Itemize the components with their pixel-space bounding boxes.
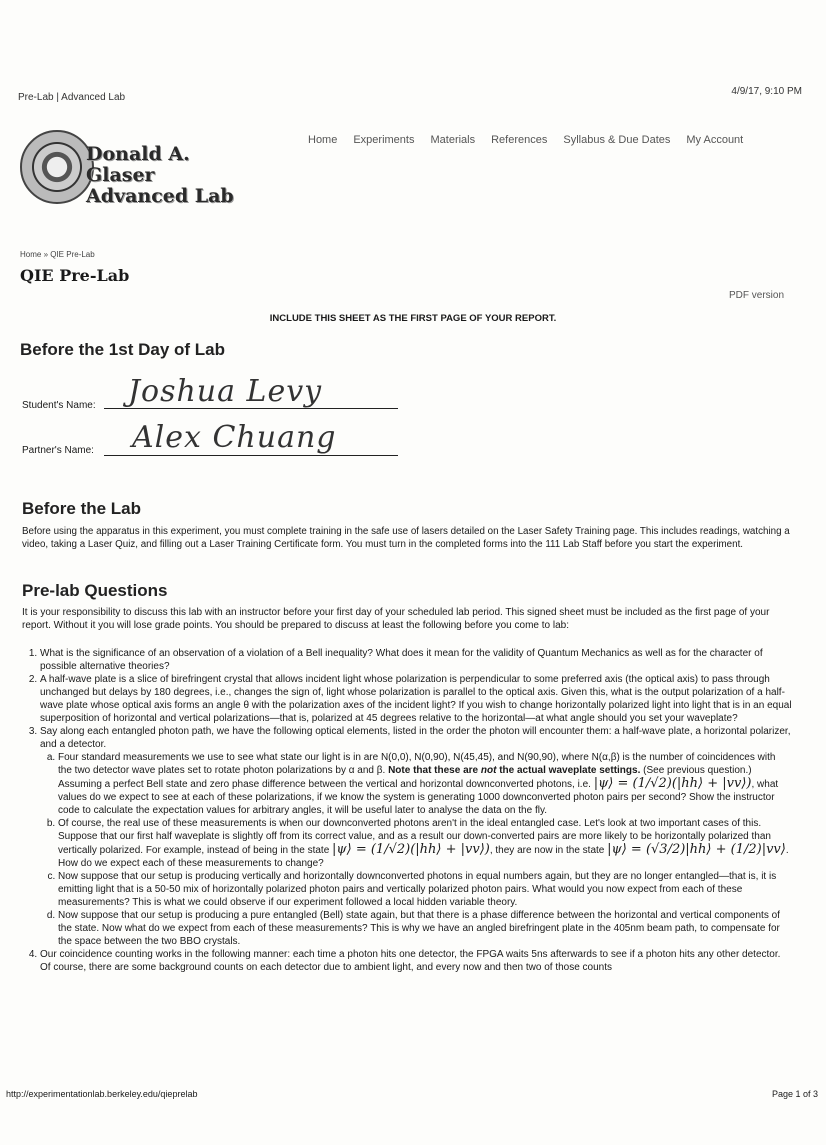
question-1: 1. What is the significance of an observation of a violation of a Bell inequality? What does it mean for the validity of Quantum Mechanics as well as for the character of possible alternative theories?	[40, 647, 792, 673]
prelab-intro: It is your responsibility to discuss this lab with an instructor before your first day of your scheduled lab period. This signed sheet must be included as the first page of your report. Without it you will lose grade points. You should be prepared to discuss at least the following before you come to lab:	[22, 607, 770, 631]
question-3b: b. Of course, the real use of these measurements is when our downconverted photons aren't in the ideal entangled case. Let's look at two important cases of this. Suppose that our first half waveplate is slightly off from its correct value, and as a result our down-converted pairs are more likely to be horizontally polarized than vertically polarized. For example, instead of being in the state |ψ⟩ = (1/√2)(|hh⟩ + |vv⟩), they are now in the state |ψ⟩ = (√3/2)|hh⟩ + (1/2)|vv⟩. How do we expect each of these measurements to change?	[58, 817, 792, 870]
ideal-state-formula: |ψ⟩ = (1/√2)(|hh⟩ + |vv⟩)	[332, 842, 490, 857]
partner-signature: Alex Chuang	[132, 420, 337, 455]
footer-url: http://experimentationlab.berkeley.edu/qieprelab	[6, 1089, 198, 1099]
logo-line-1: Donald A. Glaser	[86, 143, 190, 186]
nav-my-account[interactable]: My Account	[686, 134, 744, 146]
biased-state-formula: |ψ⟩ = (√3/2)|hh⟩ + (1/2)|vv⟩	[607, 842, 786, 857]
question-list	[22, 647, 792, 974]
main-nav	[308, 134, 759, 146]
site-logo[interactable]	[20, 130, 252, 206]
question-2: 2. A half-wave plate is a slice of birefringent crystal that allows incident light whose polarization is perpendicular to some preferred axis (the optical axis) to pass through unchanged but delays by 180 degrees, i.e., changes the sign of, light whose polarization is parallel to the optical axis. Given this, what is the output polarization of a half-wave plate whose optical axis forms an angle θ with the polarization axes of the incident light? If you wish to change horizontally polarized light into light that is in an equal superposition of horizontal and vertical polarizations—that is, polarized at 45 degrees relative to the horizontal—at what angle should you set your waveplate?	[40, 673, 792, 725]
question-3c: c. Now suppose that our setup is producing vertically and horizontally downconverted photons in equal numbers again, but they are no longer entangled—that is, it is emitting light that is a 50-50 mix of horizontally polarized photon pairs and vertically polarized photon pairs. What would you now expect from each of these measurements? This is what we could observe if our experiment followed a local hidden variable theory.	[58, 870, 792, 909]
before-lab-text: Before using the apparatus in this experiment, you must complete training in the safe use of lasers detailed on the Laser Safety Training page. This includes readings, watching a video, taking a Laser Quiz, and filling out a Laser Training Certificate form. You must turn in the completed forms into the 111 Lab Staff before you start the experiment.	[22, 526, 790, 550]
page-header-datetime: 4/9/17, 9:10 PM	[731, 86, 802, 97]
question-3: 3. Say along each entangled photon path, we have the following optical elements, listed in the order the photon will encounter them: a half-wave plate, a horizontal polarizer, and a detector. a. Four standard measurements we use to see what state our light is in are N(0,0), N(0,90), N(45,45), and N(90,90), where N(α,β) is the number of coincidences with the two detector wave plates set to rotate photon polarizations by α and β. Note that these are not the actual waveplate settings. (See previous question.) Assuming a perfect Bell state and zero phase difference between the vertical and horizontal downconverted photons, i.e. |ψ⟩ = (1/√2)(|hh⟩ + |vv⟩), what values do we expect to see at each of these polarizations, if we know the system is generating 1000 downconverted photon pairs per second? Show the instructor code to calculate the expectation values for arbitrary angles, it will be useful later to analyse the data on the fly. b. Of course, the real use of these measurements is when our downconverted photons aren't in the ideal entangled case. Let's look at two important cases of this. Suppose that our first half waveplate is slightly off from its correct value, and as a result our down-converted pairs are more likely to be horizontally polarized than vertically polarized. For example, instead of being in the state |ψ⟩ = (1/√2)(|hh⟩ + |vv⟩), they are now in the state |ψ⟩ = (√3/2)|hh⟩ + (1/2)|vv⟩. How do we expect each of these measurements to change? c. Now suppose that our setup is producing vertically and horizontally downconverted photons in equal numbers again, but they are no longer entangled—that is, it is emitting light that is a 50-50 mix of horizontally polarized photon pairs and vertically polarized photon pairs. What would you now expect from each of these measurements? This is what we could observe if our experiment followed a local hidden variable theory. d. Now suppose that our setup is producing a pure entangled (Bell) state again, but that there is a phase difference between the horizontal and vertical components of the state. Now what do we expect from each of these measurements? This is why we have an angled birefringent plate in the 405nm beam path, to compensate for the space between the two BBO crystals.	[40, 725, 792, 948]
student-signature: Joshua Levy	[128, 374, 323, 409]
section-heading-before-lab: Before the Lab	[22, 499, 142, 518]
breadcrumb[interactable]: Home » QIE Pre-Lab	[20, 250, 95, 259]
question-3a: a. Four standard measurements we use to see what state our light is in are N(0,0), N(0,90), N(45,45), and N(90,90), where N(α,β) is the number of coincidences with the two detector wave plates set to rotate photon polarizations by α and β. Note that these are not the actual waveplate settings. (See previous question.) Assuming a perfect Bell state and zero phase difference between the vertical and horizontal downconverted photons, i.e. |ψ⟩ = (1/√2)(|hh⟩ + |vv⟩), what values do we expect to see at each of these polarizations, if we know the system is generating 1000 downconverted photon pairs per second? Show the instructor code to calculate the expectation values for arbitrary angles, it will be useful later to analyse the data on the fly.	[58, 751, 792, 817]
include-notice: INCLUDE THIS SHEET AS THE FIRST PAGE OF YOUR REPORT.	[269, 313, 557, 324]
section-heading-first-day: Before the 1st Day of Lab	[20, 340, 225, 359]
logo-line-2: Advanced Lab	[86, 185, 234, 207]
nav-materials[interactable]: Materials	[430, 134, 476, 146]
page-header-title: Pre-Lab | Advanced Lab	[18, 92, 126, 103]
nav-home[interactable]: Home	[308, 134, 338, 146]
footer-page-number: Page 1 of 3	[771, 1089, 818, 1099]
question-3d: d. Now suppose that our setup is producing a pure entangled (Bell) state again, but that there is a phase difference between the horizontal and vertical components of the state. Now what do we expect from each of these measurements? This is why we have an angled birefringent plate in the 405nm beam path, to compensate for the space between the two BBO crystals.	[58, 909, 792, 948]
university-seal-icon	[20, 130, 94, 204]
nav-references[interactable]: References	[491, 134, 548, 146]
nav-experiments[interactable]: Experiments	[353, 134, 415, 146]
pdf-version-link[interactable]: PDF version	[728, 290, 784, 301]
section-heading-prelab-questions: Pre-lab Questions	[22, 581, 168, 600]
nav-syllabus[interactable]: Syllabus & Due Dates	[563, 134, 671, 146]
bell-state-formula: |ψ⟩ = (1/√2)(|hh⟩ + |vv⟩)	[593, 776, 752, 791]
question-4: 4. Our coincidence counting works in the following manner: each time a photon hits one detector, the FPGA waits 5ns afterwards to see if a photon hits any other detector. Of course, there are some background counts on each detector due to ambient light, and every now and then two of those counts	[40, 948, 792, 974]
partner-name-line	[104, 455, 398, 456]
partner-name-label: Partner's Name:	[22, 445, 94, 456]
page-title: QIE Pre-Lab	[20, 266, 130, 285]
student-name-label: Student's Name:	[22, 400, 96, 411]
